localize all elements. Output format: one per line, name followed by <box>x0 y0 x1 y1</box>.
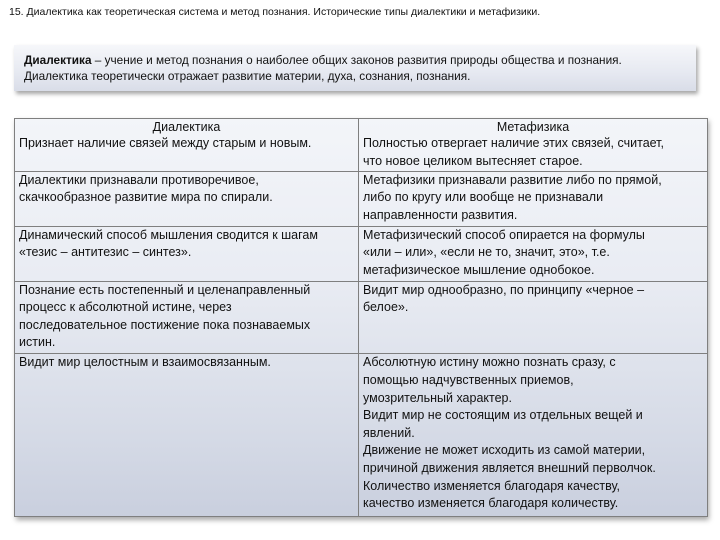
dialectics-cell <box>15 354 359 517</box>
cell-line: помощью надчувственных приемов, <box>363 373 574 387</box>
cell-line: Количество изменяется благодаря качеству, <box>363 478 620 493</box>
dialectics-cell <box>15 135 359 171</box>
table-row <box>15 226 708 281</box>
cell-line: Полностью отвергает наличие этих связей, считает, <box>363 136 664 150</box>
definition-text: – учение и метод познания о наиболее общих законов развития природы общества и познания. <box>91 53 622 67</box>
definition-line-1 <box>24 52 686 68</box>
dialectics-cell <box>15 171 359 226</box>
cell-line: Признает наличие связей между старым и новым. <box>19 136 312 150</box>
metaphysics-cell <box>359 226 708 281</box>
cell-line: направленности развития. <box>363 208 518 223</box>
comparison-table-container <box>14 118 707 517</box>
table-header-row <box>15 119 708 136</box>
dialectics-cell <box>15 226 359 281</box>
cell-line: метафизическое мышление однобокое. <box>363 262 595 277</box>
cell-line: либо по кругу или вообще не признавали <box>363 190 604 205</box>
metaphysics-cell <box>359 135 708 171</box>
metaphysics-cell <box>359 281 708 354</box>
cell-line: Видит мир однообразно, по принципу «черное – <box>363 282 645 297</box>
table-row <box>15 171 708 226</box>
cell-line: Динамический способ мышления сводится к шагам <box>19 227 318 242</box>
cell-line: процесс к абсолютной истине, через <box>19 300 232 315</box>
cell-line: белое». <box>363 300 409 315</box>
cell-line: Познание есть постепенный и целенаправленный <box>19 282 311 297</box>
dialectics-cell <box>15 281 359 354</box>
cell-line: «тезис – антитезис – синтез». <box>19 245 192 260</box>
definition-term: Диалектика <box>24 53 92 67</box>
cell-line: Диалектики признавали противоречивое, <box>19 172 259 187</box>
cell-line: Абсолютную истину можно познать сразу, с <box>363 355 616 370</box>
header-metaphysics: Метафизика <box>359 119 708 136</box>
cell-line: Метафизики признавали развитие либо по прямой, <box>363 172 662 187</box>
table-row <box>15 135 708 171</box>
table-row <box>15 354 708 517</box>
metaphysics-cell <box>359 354 708 517</box>
table-row <box>15 281 708 354</box>
cell-line: истин. <box>19 335 56 350</box>
cell-line: что новое целиком вытесняет старое. <box>363 153 583 168</box>
cell-line: умозрительный характер. <box>363 390 512 405</box>
header-dialectics: Диалектика <box>15 119 359 136</box>
metaphysics-cell <box>359 171 708 226</box>
cell-line: Движение не может исходить из самой материи, <box>363 443 646 458</box>
cell-line: качество изменяется благодаря количеству. <box>363 496 619 511</box>
cell-line: Метафизический способ опирается на формулы <box>363 227 645 242</box>
definition-line-2: Диалектика теоретически отражает развитие материи, духа, сознания, познания. <box>24 69 471 83</box>
cell-line: явлений. <box>363 425 415 440</box>
cell-line: «или – или», «если не то, значит, это», т.е. <box>363 245 610 260</box>
cell-line: причиной движения является внешний перволчок. <box>363 460 656 475</box>
cell-line: Видит мир не состоящим из отдельных вещей и <box>363 408 643 423</box>
comparison-table <box>14 118 708 517</box>
cell-line: Видит мир целостным и взаимосвязанным. <box>19 355 271 370</box>
cell-line: последовательное постижение пока познаваемых <box>19 317 311 332</box>
page-title: 15. Диалектика как теоретическая система и метод познания. Исторические типы диалектики и метафизики. <box>9 6 541 18</box>
cell-line: скачкообразное развитие мира по спирали. <box>19 190 273 205</box>
definition-box <box>14 45 696 91</box>
